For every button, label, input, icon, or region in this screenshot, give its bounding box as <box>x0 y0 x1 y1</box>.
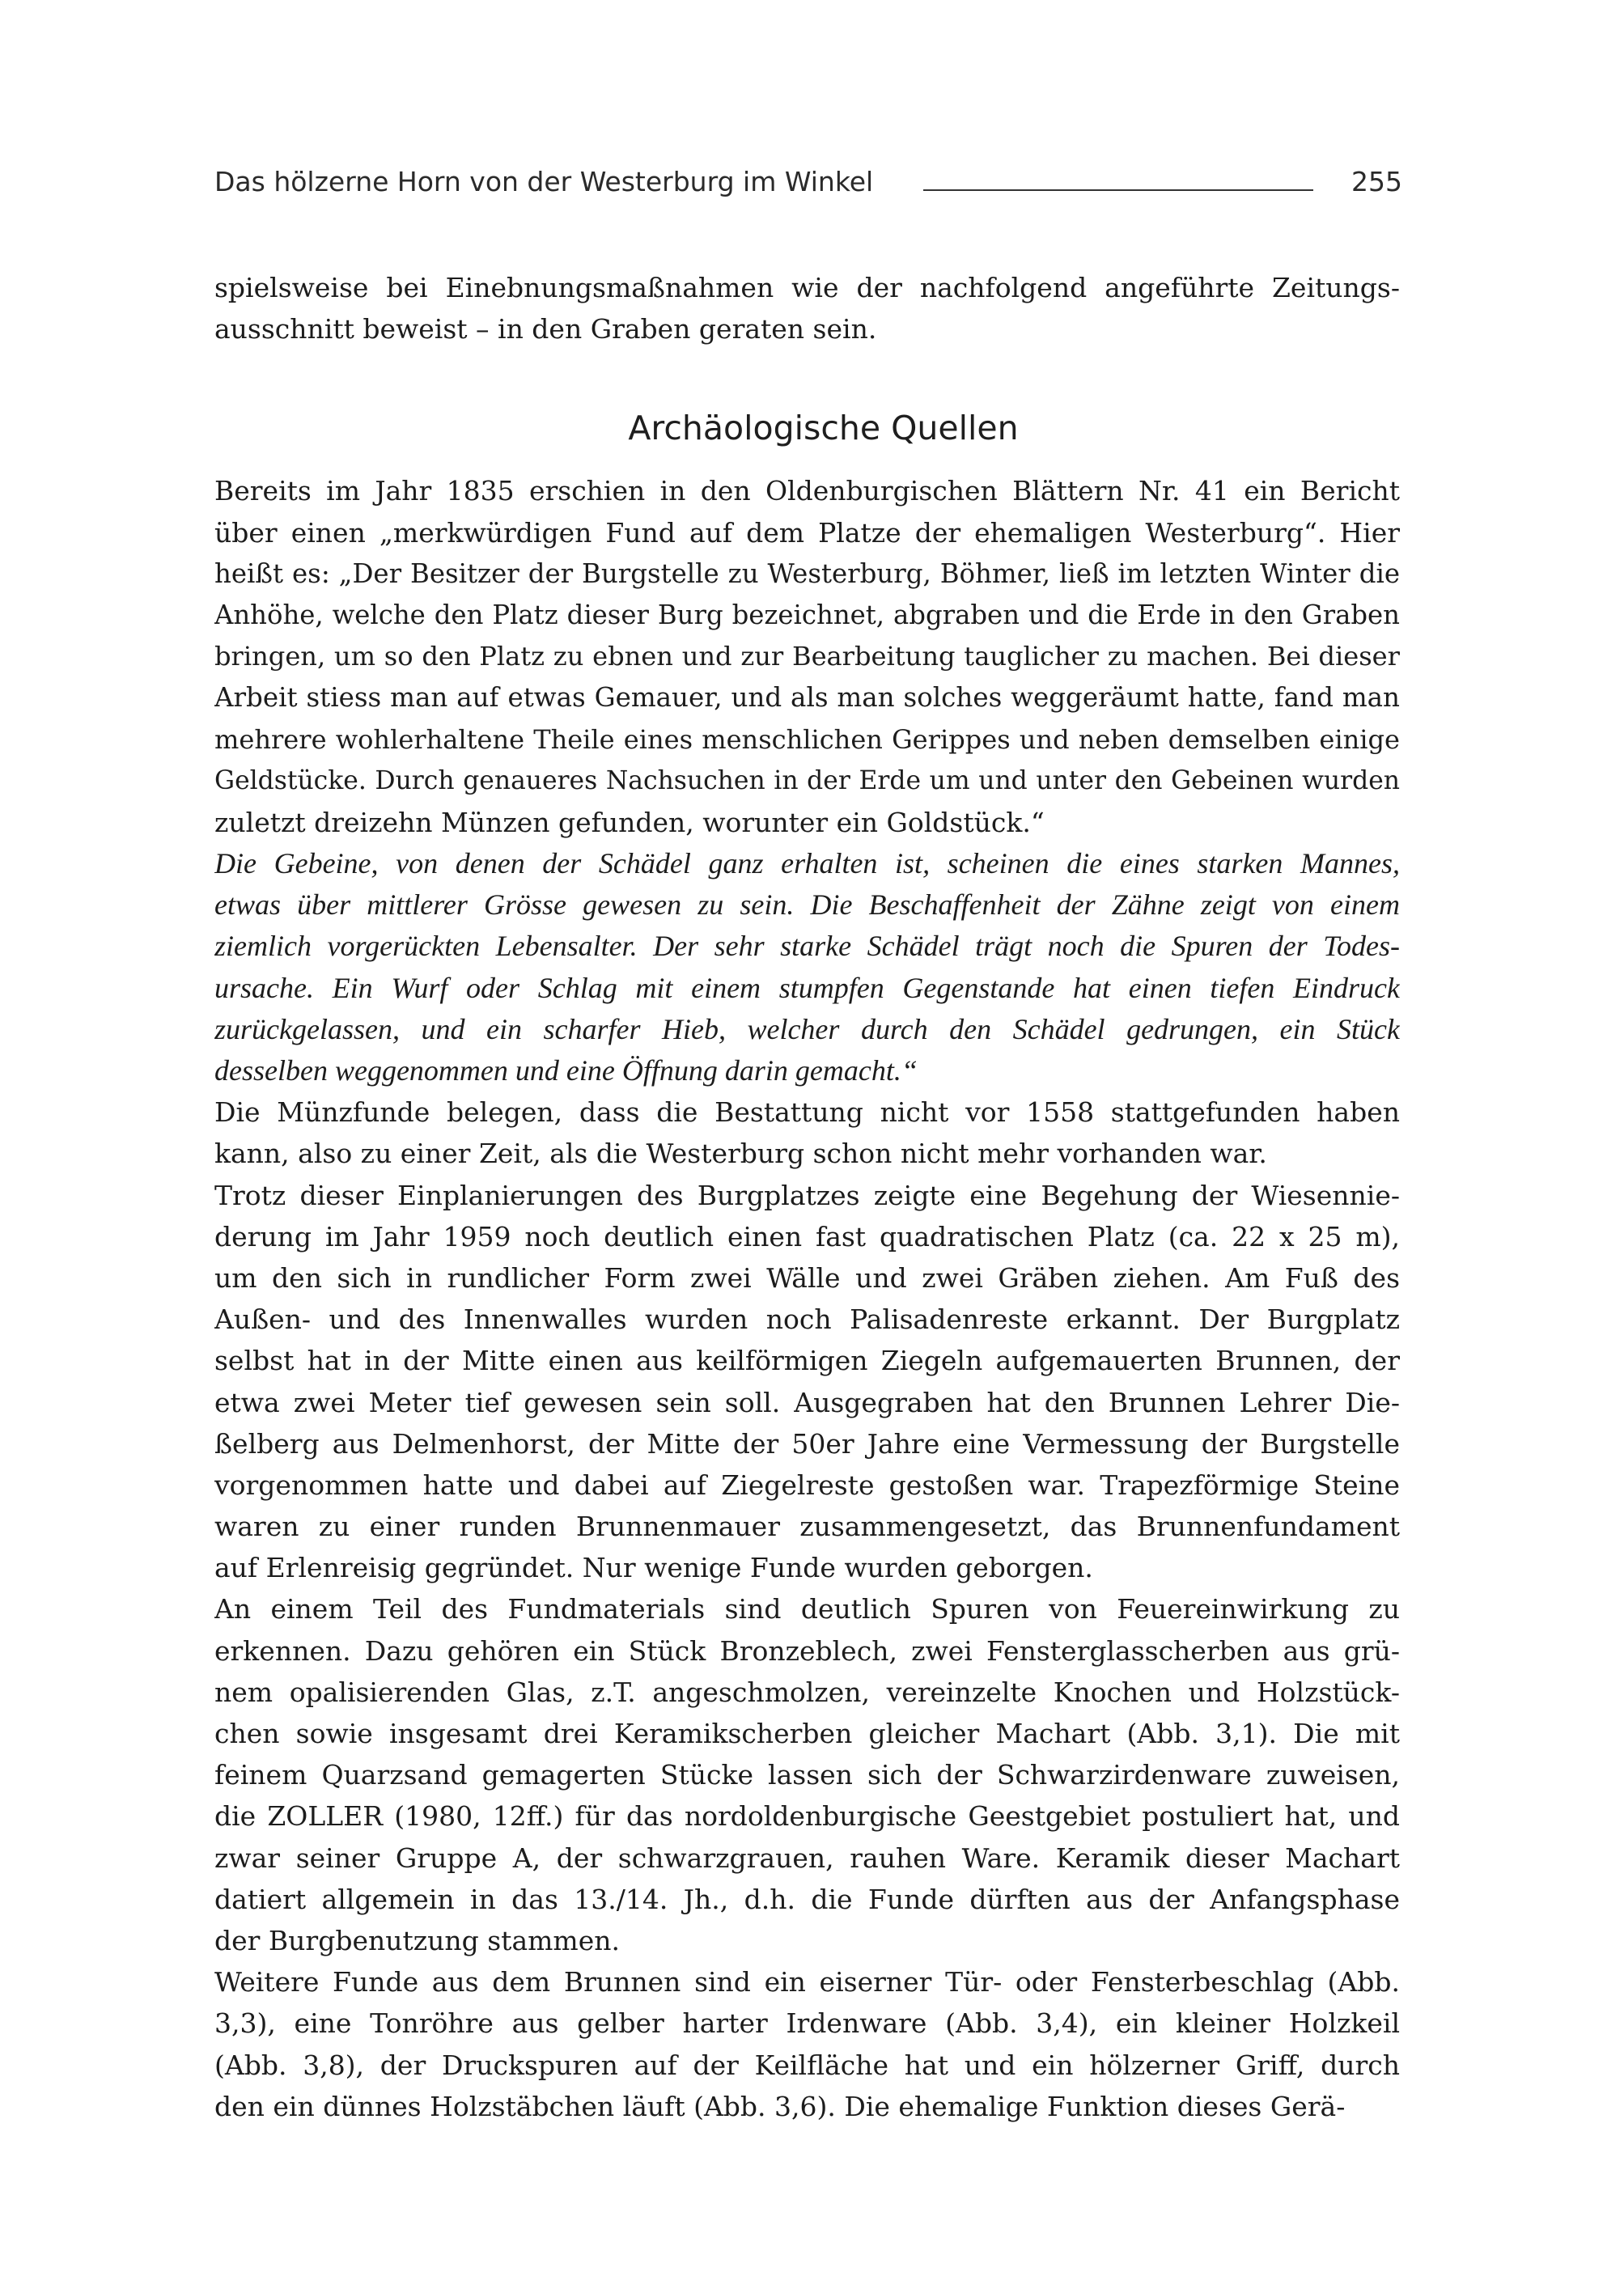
paragraph-muenzfunde <box>214 1091 1400 1174</box>
text-line: heißt es: „Der Besitzer der Burgstelle zu Westerburg, Böhmer, ließ im letzten Winter die <box>214 557 1400 589</box>
text-line: datiert allgemein in das 13./14. Jh., d.h. die Funde dürften aus der Anfangsphase <box>214 1883 1400 1915</box>
text-line: desselben weggenommen und eine Öffnung darin gemacht.“ <box>214 1054 918 1087</box>
text-line: erkennen. Dazu gehören ein Stück Bronzeblech, zwei Fensterglasscherben aus grü- <box>214 1634 1400 1667</box>
text-line: Die Münzfunde belegen, dass die Bestattung nicht vor 1558 stattgefunden haben <box>214 1096 1400 1129</box>
text-line: zuletzt dreizehn Münzen gefunden, worunter ein Goldstück.“ <box>214 806 1045 838</box>
text-line: Trotz dieser Einplanierungen des Burgplatzes zeigte eine Begehung der Wiesennie- <box>214 1179 1400 1211</box>
paragraph-intro <box>214 267 1400 350</box>
text-line: (Abb. 3,8), der Druckspuren auf der Keilfläche hat und ein hölzerner Griff, durch <box>214 2049 1400 2081</box>
text-line: etwa zwei Meter tief gewesen sein soll. Ausgegraben hat den Brunnen Lehrer Die- <box>214 1386 1400 1418</box>
running-head <box>214 166 1410 214</box>
text-line: ziemlich vorgerückten Lebensalter. Der sehr starke Schädel trägt noch die Spuren der Todes- <box>214 930 1400 963</box>
text-line: feinem Quarzsand gemagerten Stücke lassen sich der Schwarzirdenware zuweisen, <box>214 1759 1400 1791</box>
paragraph-weitere-funde <box>214 1961 1400 2127</box>
text-line: An einem Teil des Fundmaterials sind deutlich Spuren von Feuereinwirkung zu <box>214 1593 1400 1625</box>
text-line: mehrere wohlerhaltene Theile eines menschlichen Gerippes und neben demselben einige <box>214 723 1400 755</box>
text-line: zurückgelassen, und ein scharfer Hieb, welcher durch den Schädel gedrungen, ein Stück <box>214 1012 1400 1045</box>
text-line: Die Gebeine, von denen der Schädel ganz erhalten ist, scheinen die eines starken Mannes, <box>214 847 1400 880</box>
text-line: ursache. Ein Wurf oder Schlag mit einem stumpfen Gegenstande hat einen tiefen Eindruck <box>214 971 1400 1004</box>
paragraph-einplanierungen <box>214 1175 1400 1589</box>
text-line: nem opalisierenden Glas, z.T. angeschmolzen, vereinzelte Knochen und Holzstück- <box>214 1676 1400 1708</box>
text-line: chen sowie insgesamt drei Keramikscherben gleicher Machart (Abb. 3,1). Die mit <box>214 1718 1400 1749</box>
text-line: selbst hat in der Mitte einen aus keilförmigen Ziegeln aufgemauerten Brunnen, der <box>214 1345 1400 1377</box>
text-line: über einen „merkwürdigen Fund auf dem Platze der ehemaligen Westerburg“. Hier <box>214 516 1400 549</box>
text-line: zwar seiner Gruppe A, der schwarzgrauen, rauhen Ware. Keramik dieser Machart <box>214 1842 1400 1874</box>
text-line: bringen, um so den Platz zu ebnen und zur Bearbeitung tauglicher zu machen. Bei dieser <box>214 641 1400 672</box>
text-line: Außen- und des Innenwalles wurden noch Palisadenreste erkannt. Der Burgplatz <box>214 1303 1400 1336</box>
text-line: waren zu einer runden Brunnenmauer zusammengesetzt, das Brunnenfundament <box>214 1511 1400 1543</box>
text-line: vorgenommen hatte und dabei auf Ziegelreste gestoßen war. Trapezförmige Steine <box>214 1469 1400 1501</box>
text-line: auf Erlenreisig gegründet. Nur wenige Funde wurden geborgen. <box>214 1552 1093 1584</box>
text-line: den ein dünnes Holzstäbchen läuft (Abb. 3,6). Die ehemalige Funktion dieses Gerä- <box>214 2090 1346 2122</box>
text-line: etwas über mittlerer Grösse gewesen zu sein. Die Beschaffenheit der Zähne zeigt von einem <box>214 888 1400 922</box>
text-line: ßelberg aus Delmenhorst, der Mitte der 50er Jahre eine Vermessung der Burgstelle <box>214 1427 1400 1460</box>
text-line: um den sich in rundlicher Form zwei Wälle und zwei Gräben ziehen. Am Fuß des <box>214 1261 1400 1294</box>
running-head-rule <box>923 189 1313 191</box>
text-line: Weitere Funde aus dem Brunnen sind ein eiserner Tür- oder Fensterbeschlag (Abb. <box>214 1966 1400 1998</box>
heading-gap <box>214 350 1400 369</box>
paragraph-fundmaterial <box>214 1588 1400 1961</box>
text-line: die ZOLLER (1980, 12ff.) für das nordoldenburgische Geestgebiet postuliert hat, und <box>214 1800 1400 1833</box>
running-head-title: Das hölzerne Horn von der Westerburg im Winkel <box>214 166 874 197</box>
text-line: Arbeit stiess man auf etwas Gemauer, und als man solches weggeräumt hatte, fand man <box>214 682 1400 714</box>
page-number: 255 <box>1351 166 1402 197</box>
text-line: Anhöhe, welche den Platz dieser Burg bezeichnet, abgraben und die Erde in den Graben <box>214 599 1400 630</box>
body-text <box>214 267 1400 2127</box>
text-line: derung im Jahr 1959 noch deutlich einen fast quadratischen Platz (ca. 22 x 25 m), <box>214 1220 1400 1252</box>
text-line: Bereits im Jahr 1835 erschien in den Oldenburgischen Blättern Nr. 41 ein Bericht <box>214 475 1400 507</box>
paragraph-quote-gebeine <box>214 843 1400 1091</box>
text-line: kann, also zu einer Zeit, als die Westerburg schon nicht mehr vorhanden war. <box>214 1138 1267 1170</box>
text-line: 3,3), eine Tonröhre aus gelber harter Irdenware (Abb. 3,4), ein kleiner Holzkeil <box>214 2007 1400 2040</box>
text-line: ausschnitt beweist – in den Graben geraten sein. <box>214 313 877 345</box>
section-heading: Archäologische Quellen <box>628 409 1019 448</box>
text-line: spielsweise bei Einebnungsmaßnahmen wie der nachfolgend angeführte Zeitungs- <box>214 272 1400 303</box>
paragraph-report-1835 <box>214 470 1400 843</box>
text-line: Geldstücke. Durch genaueres Nachsuchen in der Erde um und unter den Gebeinen wurden <box>214 765 1400 795</box>
text-line: der Burgbenutzung stammen. <box>214 1924 620 1956</box>
